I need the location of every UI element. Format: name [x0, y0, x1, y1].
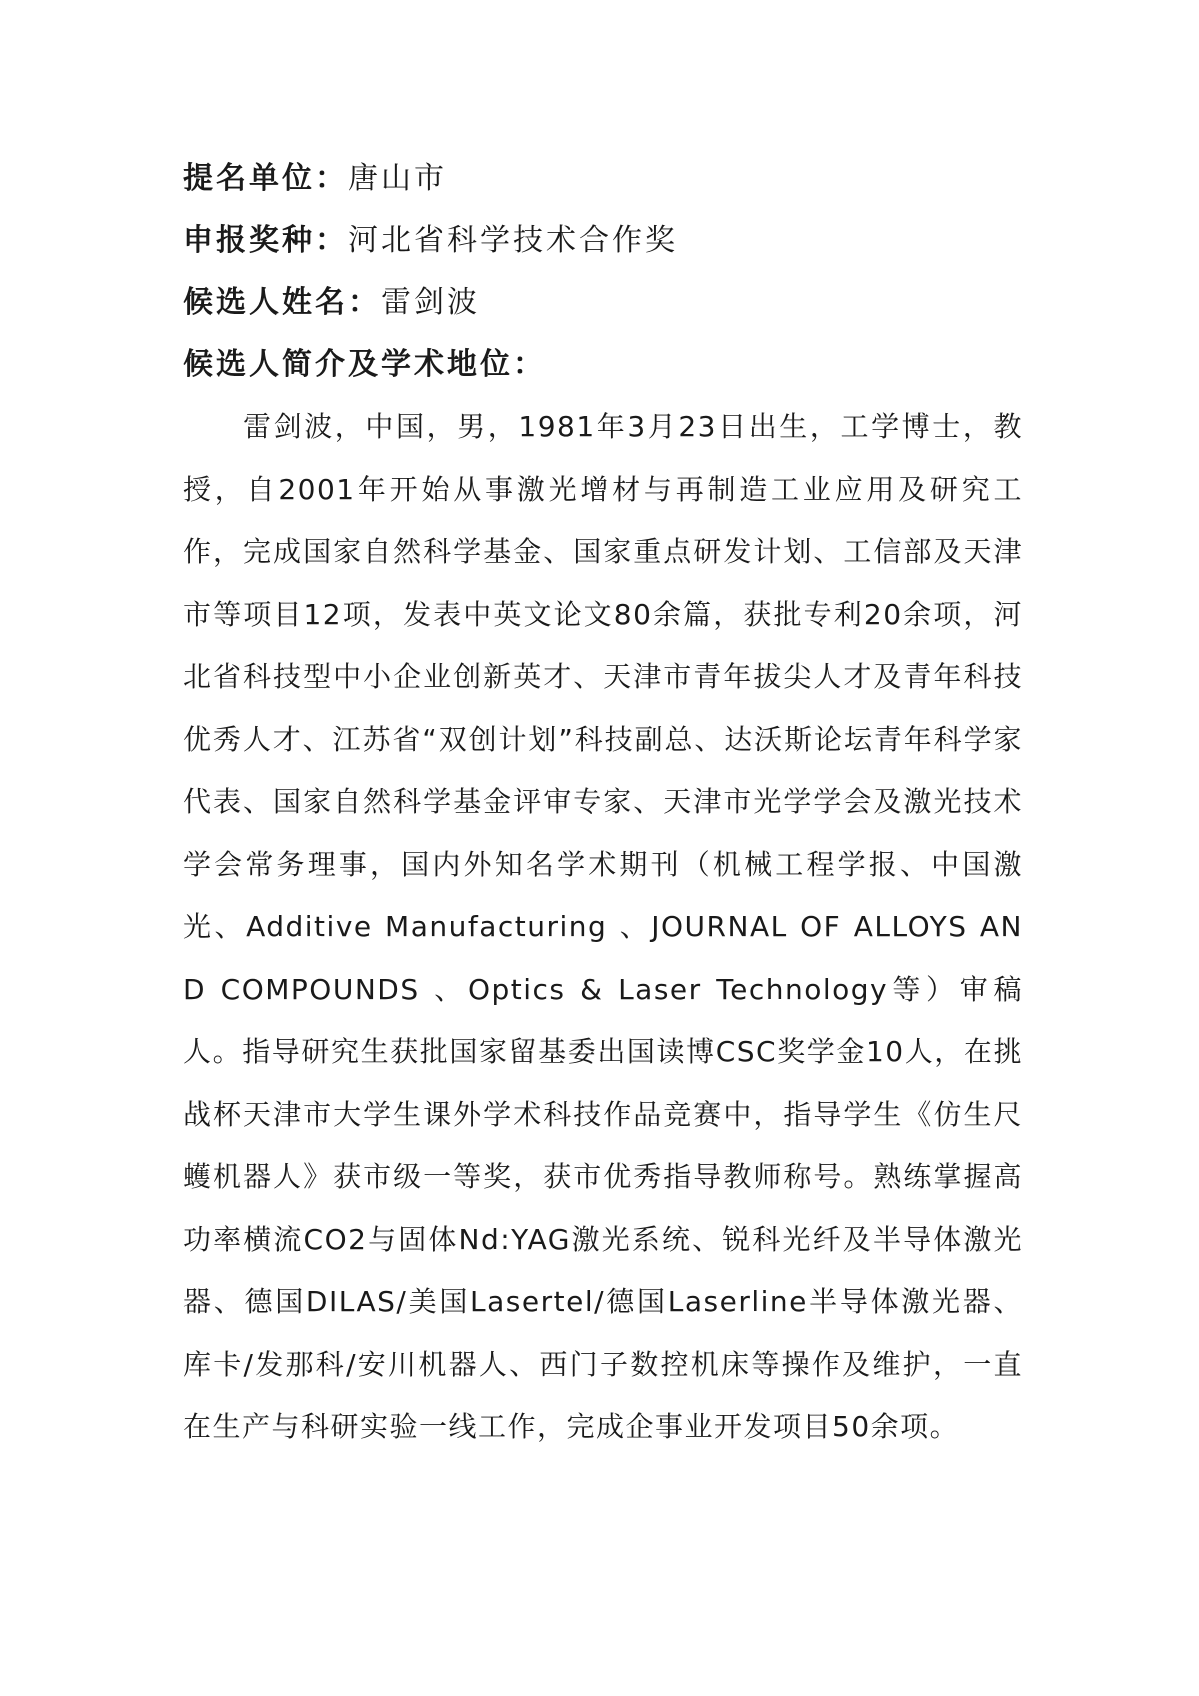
profile-paragraph: 雷剑波，中国，男，1981年3月23日出生，工学博士，教授，自2001年开始从事激光增材与再制造工业应用及研究工作，完成国家自然科学基金、国家重点研发计划、工信部及天津市等项目12项，发表中英文论文80余篇，获批专利20余项，河北省科技型中小企业创新英才、天津市青年拔尖人才及青年科技优秀人才、江苏省“双创计划”科技副总、达沃斯论坛青年科学家代表、国家自然科学基金评审专家、天津市光学学会及激光技术学会常务理事，国内外知名学术期刊（机械工程学报、中国激光、Additive Manufacturing 、JOURNAL OF ALLOYS AND COMPOUNDS 、Optics & Laser Technology等）审稿人。指导研究生获批国家留基委出国读博CSC奖学金10人，在挑战杯天津市大学生课外学术科技作品竞赛中，指导学生《仿生尺蠖机器人》获市级一等奖，获市优秀指导教师称号。熟练掌握高功率横流CO2与固体Nd:YAG激光系统、锐科光纤及半导体激光器、德国DILAS/美国Lasertel/德国Laserline半导体激光器、库卡/发那科/安川机器人、西门子数控机床等操作及维护，一直在生产与科研实验一线工作，完成企事业开发项目50余项。 [183, 410, 1023, 1443]
award-type-value: 河北省科学技术合作奖 [348, 223, 678, 258]
document-page [183, 148, 1023, 1459]
nominator-field [183, 148, 1023, 210]
nominator-label: 提名单位： [183, 161, 348, 196]
award-type-label: 申报奖种： [183, 223, 348, 258]
candidate-name-value: 雷剑波 [381, 285, 480, 320]
profile-heading-label: 候选人简介及学术地位： [183, 347, 546, 382]
nominator-value: 唐山市 [348, 161, 447, 196]
candidate-name-field [183, 272, 1023, 334]
candidate-name-label: 候选人姓名： [183, 285, 381, 320]
award-type-field [183, 210, 1023, 272]
profile-heading [183, 334, 1023, 396]
